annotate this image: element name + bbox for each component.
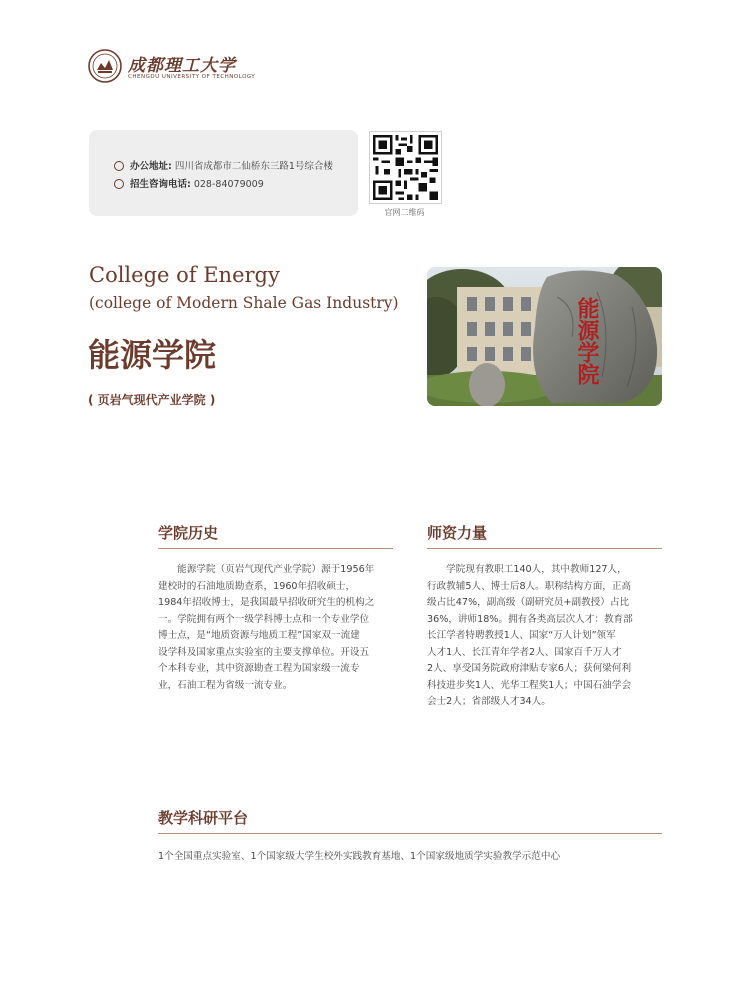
qr-code-icon [370, 132, 441, 203]
faculty-text [427, 562, 667, 711]
history-divider [158, 548, 393, 549]
faculty-line: 科技进步奖1人、光华工程奖1人；中国石油学会 [427, 679, 632, 691]
college-stone-photo [427, 267, 662, 406]
history-line: 设学科及国家重点实验室的主要支撑单位。开设五 [158, 646, 370, 658]
faculty-divider [427, 548, 662, 549]
history-line: 1984年招收博士，是我国最早招收研究生的机构之 [158, 597, 375, 608]
qr-caption: 官网二维码 [384, 208, 425, 217]
logo-name-cn: 成都理工大学 [128, 56, 236, 76]
platform-heading: 教学科研平台 [158, 809, 249, 827]
address-label: 办公地址: [130, 161, 172, 172]
phone-row [114, 176, 264, 190]
faculty-line: 学院现有教职工140人，其中教师127人， [427, 564, 627, 575]
history-heading: 学院历史 [158, 524, 219, 542]
faculty-line: 36%，讲师18%。拥有各类高层次人才：教育部 [427, 613, 633, 625]
address-value: 四川省成都市二仙桥东三路1号综合楼 [174, 161, 333, 172]
phone-icon [114, 179, 124, 189]
history-line: 业，石油工程为省级一流专业。 [158, 679, 293, 691]
faculty-line: 级占比47%，副高级（副研究员+副教授）占比 [427, 597, 630, 608]
platform-text: 1个全国重点实验室、1个国家级大学生校外实践教育基地、1个国家级地质学实验教学示范中心 [158, 851, 561, 862]
phone-label: 招生咨询电话: [130, 179, 191, 190]
title-en: College of Energy [89, 263, 280, 287]
college-photo [427, 267, 662, 406]
address-row [114, 158, 333, 172]
faculty-line: 会士2人；省部级人才34人。 [427, 696, 551, 707]
university-logo [88, 47, 256, 87]
phone-value: 028-84079009 [193, 179, 264, 190]
stone-inscription: 能源学院 [574, 297, 600, 385]
faculty-line: 长江学者特聘教授1人、国家“万人计划”领军 [427, 630, 616, 641]
faculty-line: 人才1人、长江青年学者2人、国家百千万人才 [427, 646, 622, 658]
faculty-heading: 师资力量 [427, 524, 488, 542]
title-cn: 能源学院 [88, 336, 217, 374]
platform-divider [158, 833, 662, 834]
logo-name-en: CHENGDU UNIVERSITY OF TECHNOLOGY [128, 74, 256, 80]
subtitle-cn: ( 页岩气现代产业学院 ) [88, 393, 216, 407]
location-icon [114, 161, 124, 171]
history-line: 个本科专业，其中资源勘查工程为国家级一流专 [158, 663, 360, 674]
history-line: 一。学院拥有两个一级学科博士点和一个专业学位 [158, 613, 370, 625]
history-line: 博士点，是“地质资源与地质工程”国家双一流建 [158, 630, 360, 641]
faculty-line: 行政教辅5人、博士后8人。职称结构方面，正高 [427, 580, 632, 592]
history-line: 建校时的石油地质勘查系，1960年招收硕士， [158, 580, 356, 592]
contact-box [89, 130, 358, 216]
faculty-line: 2人、享受国务院政府津贴专家6人；获何梁何利 [427, 663, 632, 674]
qr-code[interactable] [369, 131, 442, 204]
history-text [158, 562, 398, 694]
university-seal-icon [88, 49, 122, 83]
subtitle-en: (college of Modern Shale Gas Industry) [89, 294, 399, 312]
history-line: 能源学院（页岩气现代产业学院）源于1956年 [158, 564, 375, 575]
